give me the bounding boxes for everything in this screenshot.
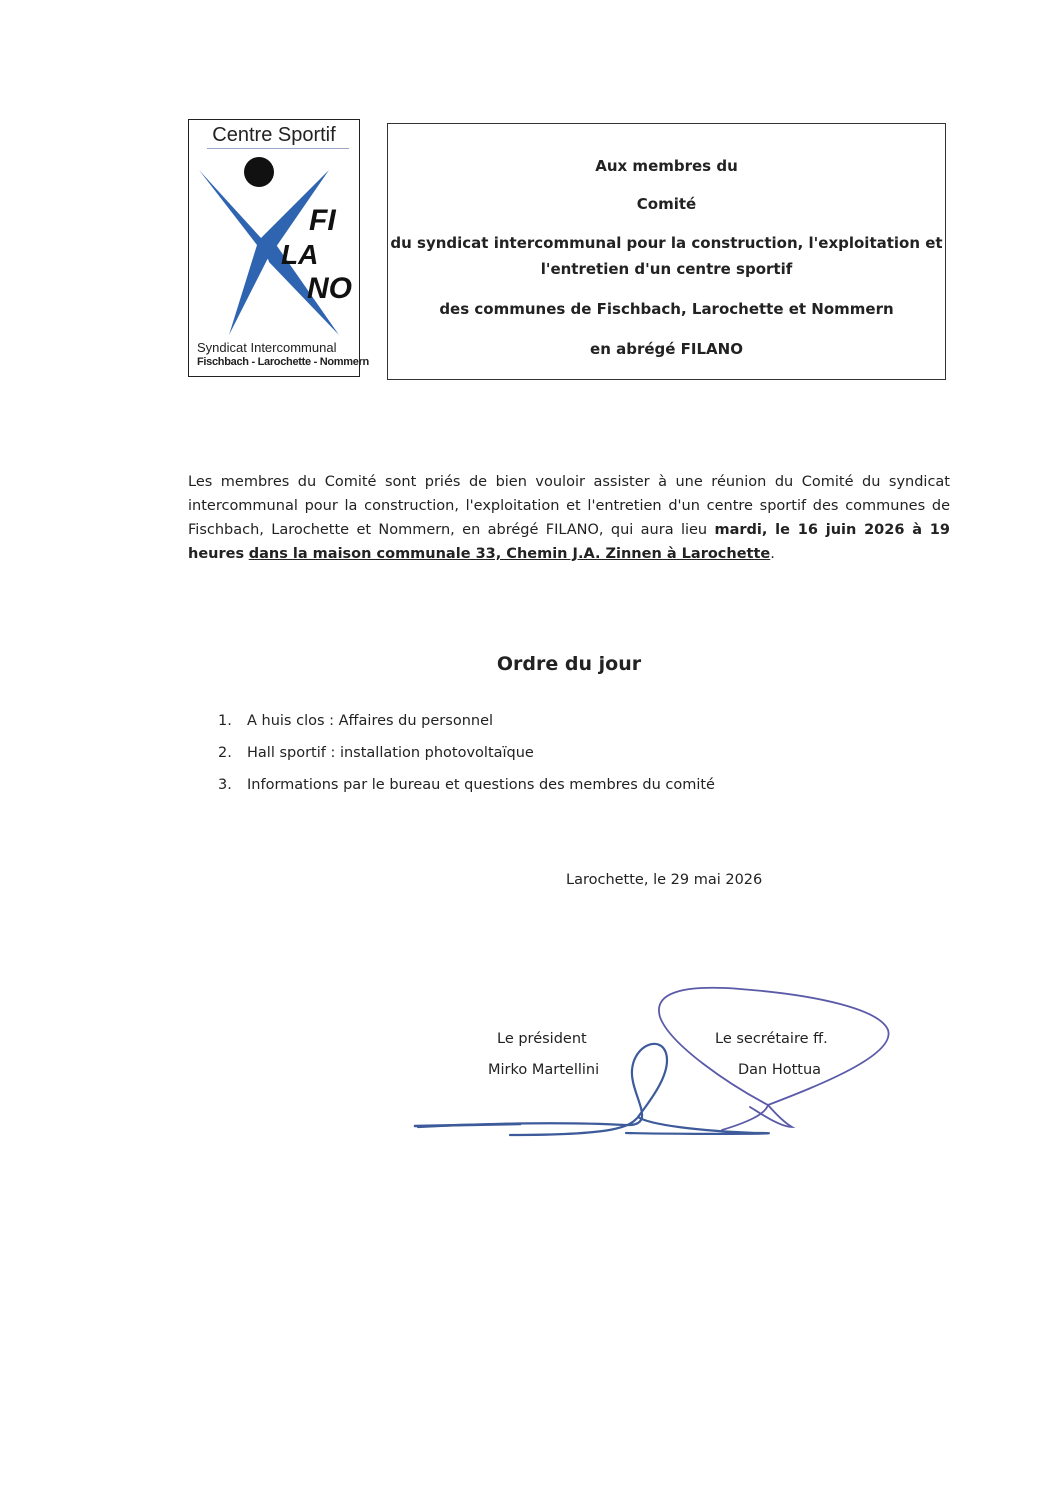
meeting-datetime: mardi, le 16 juin 2026 à 19 heures xyxy=(188,522,950,562)
secretary-signature xyxy=(659,988,889,1130)
place-date: Larochette, le 29 mai 2026 xyxy=(566,872,763,888)
agenda-item-number: 1. xyxy=(218,713,232,729)
invitation-text: Les membres du Comité sont priés de bien vouloir assister à une réunion du Comité du syndicat intercommunal pour la construction, l'exploitation et l'entretien d'un centre sportif des communes de Fischbach, Larochette et Nommern, en abrégé FILANO, qui aura lieu xyxy=(188,474,950,538)
secretary-name: Dan Hottua xyxy=(738,1062,822,1078)
address-line-4: l'entretien d'un centre sportif xyxy=(540,260,793,278)
recipient-address-box xyxy=(387,123,946,380)
logo-letters-la: LA xyxy=(281,239,319,270)
logo-footer-line1: Syndicat Intercommunal xyxy=(197,340,337,355)
logo-footer-line2: Fischbach - Larochette - Nommern xyxy=(197,356,369,368)
handwritten-signatures xyxy=(400,975,910,1155)
agenda-item xyxy=(218,710,715,742)
meeting-location: dans la maison communale 33, Chemin J.A. Zinnen à Larochette xyxy=(248,546,771,562)
agenda-item-text: Informations par le bureau et questions des membres du comité xyxy=(247,777,715,793)
address-line-6: en abrégé FILANO xyxy=(590,340,743,358)
invitation-paragraph xyxy=(188,470,950,566)
logo-title: Centre Sportif xyxy=(212,124,336,146)
agenda-item xyxy=(218,774,715,806)
agenda-item-number: 2. xyxy=(218,745,232,761)
agenda-item-text: A huis clos : Affaires du personnel xyxy=(247,713,494,729)
invitation-end: . xyxy=(770,546,775,562)
agenda-item-text: Hall sportif : installation photovoltaïque xyxy=(247,745,534,761)
president-name: Mirko Martellini xyxy=(488,1062,600,1078)
address-line-1: Aux membres du xyxy=(595,157,738,175)
agenda-title: Ordre du jour xyxy=(496,653,642,675)
president-role: Le président xyxy=(497,1031,587,1047)
agenda-list xyxy=(218,710,715,806)
address-line-2: Comité xyxy=(636,195,697,213)
address-line-5: des communes de Fischbach, Larochette et Nommern xyxy=(439,300,894,318)
agenda-item-number: 3. xyxy=(218,777,232,793)
logo-figure-icon xyxy=(189,150,359,340)
logo-rule xyxy=(207,148,349,149)
logo-letters-fi: FI xyxy=(309,204,336,237)
secretary-role: Le secrétaire ff. xyxy=(715,1031,828,1047)
filano-logo xyxy=(188,119,369,377)
agenda-item xyxy=(218,742,715,774)
logo-letters-no: NO xyxy=(307,272,352,305)
address-line-3: du syndicat intercommunal pour la construction, l'exploitation et xyxy=(390,234,943,252)
president-signature xyxy=(418,1044,769,1135)
